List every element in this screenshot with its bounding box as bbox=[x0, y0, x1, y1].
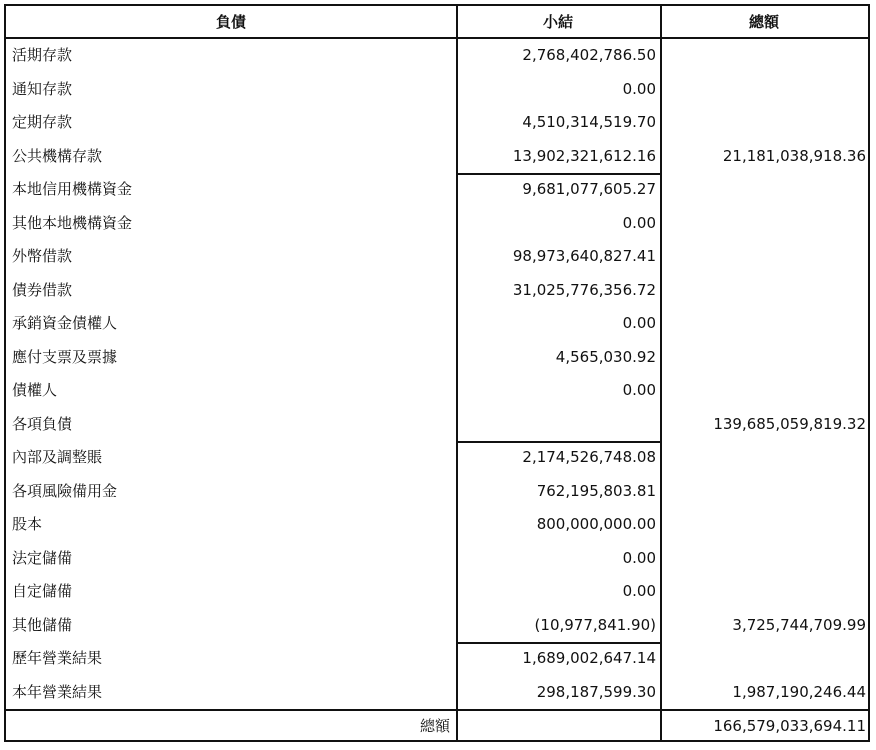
row-label: 定期存款 bbox=[12, 113, 73, 131]
header-subtotal: 小結 bbox=[456, 6, 660, 39]
row-label: 歷年營業結果 bbox=[12, 649, 103, 667]
row-label: 自定儲備 bbox=[12, 582, 73, 600]
row-total: 21,181,038,918.36 bbox=[722, 146, 866, 165]
row-subtotal: 98,973,640,827.41 bbox=[512, 247, 656, 265]
table-row bbox=[6, 106, 868, 140]
row-total bbox=[662, 73, 868, 107]
grand-total-label: 總額 bbox=[419, 717, 450, 735]
row-subtotal: 0.00 bbox=[622, 314, 656, 332]
table-row bbox=[6, 240, 868, 274]
table-row bbox=[6, 207, 868, 241]
row-label: 內部及調整賬 bbox=[12, 448, 103, 466]
row-label: 本年營業結果 bbox=[12, 682, 103, 701]
row-label: 活期存款 bbox=[12, 46, 73, 64]
table-row bbox=[6, 140, 868, 174]
row-label: 本地信用機構資金 bbox=[12, 180, 133, 198]
group-separator bbox=[456, 173, 660, 175]
row-label: 公共機構存款 bbox=[12, 146, 103, 165]
row-total bbox=[662, 106, 868, 140]
table-row bbox=[6, 374, 868, 408]
table-row bbox=[6, 676, 868, 710]
row-label: 其他本地機構資金 bbox=[12, 213, 133, 232]
row-total bbox=[662, 274, 868, 308]
row-subtotal: 298,187,599.30 bbox=[536, 682, 656, 701]
table-row bbox=[6, 73, 868, 107]
row-subtotal: 4,510,314,519.70 bbox=[522, 113, 656, 131]
row-total bbox=[662, 307, 868, 341]
row-total bbox=[662, 475, 868, 509]
row-subtotal: 1,689,002,647.14 bbox=[522, 649, 656, 667]
row-total bbox=[662, 542, 868, 576]
row-subtotal: 0.00 bbox=[622, 79, 656, 98]
header-liabilities: 負債 bbox=[6, 6, 456, 39]
row-label: 應付支票及票據 bbox=[12, 347, 118, 366]
row-label: 承銷資金債權人 bbox=[12, 314, 118, 332]
table-row bbox=[6, 542, 868, 576]
row-subtotal: 762,195,803.81 bbox=[536, 481, 656, 500]
row-total bbox=[662, 173, 868, 207]
row-subtotal: 800,000,000.00 bbox=[536, 515, 656, 533]
table-row bbox=[6, 508, 868, 542]
row-total bbox=[662, 207, 868, 241]
row-label: 股本 bbox=[12, 515, 43, 533]
liabilities-table bbox=[4, 4, 870, 742]
group-separator bbox=[456, 441, 660, 443]
table-row bbox=[6, 307, 868, 341]
row-label: 各項負債 bbox=[12, 414, 73, 433]
row-label: 外幣借款 bbox=[12, 247, 73, 265]
row-label: 通知存款 bbox=[12, 79, 73, 98]
row-total bbox=[662, 508, 868, 542]
table-row bbox=[6, 341, 868, 375]
group-separator bbox=[456, 642, 660, 644]
row-total: 3,725,744,709.99 bbox=[732, 615, 866, 634]
table-row bbox=[6, 575, 868, 609]
row-subtotal bbox=[458, 408, 658, 442]
table-row bbox=[6, 609, 868, 643]
table-row bbox=[6, 173, 868, 207]
row-subtotal: 2,768,402,786.50 bbox=[522, 46, 656, 64]
row-subtotal: 0.00 bbox=[622, 548, 656, 567]
row-label: 債權人 bbox=[12, 381, 58, 399]
row-label: 各項風險備用金 bbox=[12, 481, 118, 500]
row-subtotal: 0.00 bbox=[622, 582, 656, 600]
row-total: 139,685,059,819.32 bbox=[713, 414, 866, 433]
row-total bbox=[662, 575, 868, 609]
row-subtotal: 0.00 bbox=[622, 213, 656, 232]
row-total bbox=[662, 374, 868, 408]
table-row bbox=[6, 408, 868, 442]
row-label: 債券借款 bbox=[12, 280, 73, 299]
row-total bbox=[662, 240, 868, 274]
row-label: 法定儲備 bbox=[12, 548, 73, 567]
row-subtotal: 31,025,776,356.72 bbox=[512, 280, 656, 299]
row-total: 1,987,190,246.44 bbox=[732, 682, 866, 701]
row-label: 其他儲備 bbox=[12, 615, 73, 634]
table-row bbox=[6, 441, 868, 475]
table-row bbox=[6, 642, 868, 676]
row-total bbox=[662, 39, 868, 73]
row-total bbox=[662, 642, 868, 676]
row-subtotal: 9,681,077,605.27 bbox=[522, 180, 656, 198]
row-subtotal: 2,174,526,748.08 bbox=[522, 448, 656, 466]
row-subtotal: (10,977,841.90) bbox=[534, 615, 656, 634]
table-row bbox=[6, 475, 868, 509]
table-row bbox=[6, 274, 868, 308]
row-subtotal: 4,565,030.92 bbox=[555, 347, 656, 366]
grand-total-value: 166,579,033,694.11 bbox=[713, 717, 866, 735]
row-total bbox=[662, 441, 868, 475]
row-total bbox=[662, 341, 868, 375]
row-subtotal: 13,902,321,612.16 bbox=[512, 146, 656, 165]
table-row bbox=[6, 39, 868, 73]
header-total: 總額 bbox=[660, 6, 868, 39]
row-subtotal: 0.00 bbox=[622, 381, 656, 399]
